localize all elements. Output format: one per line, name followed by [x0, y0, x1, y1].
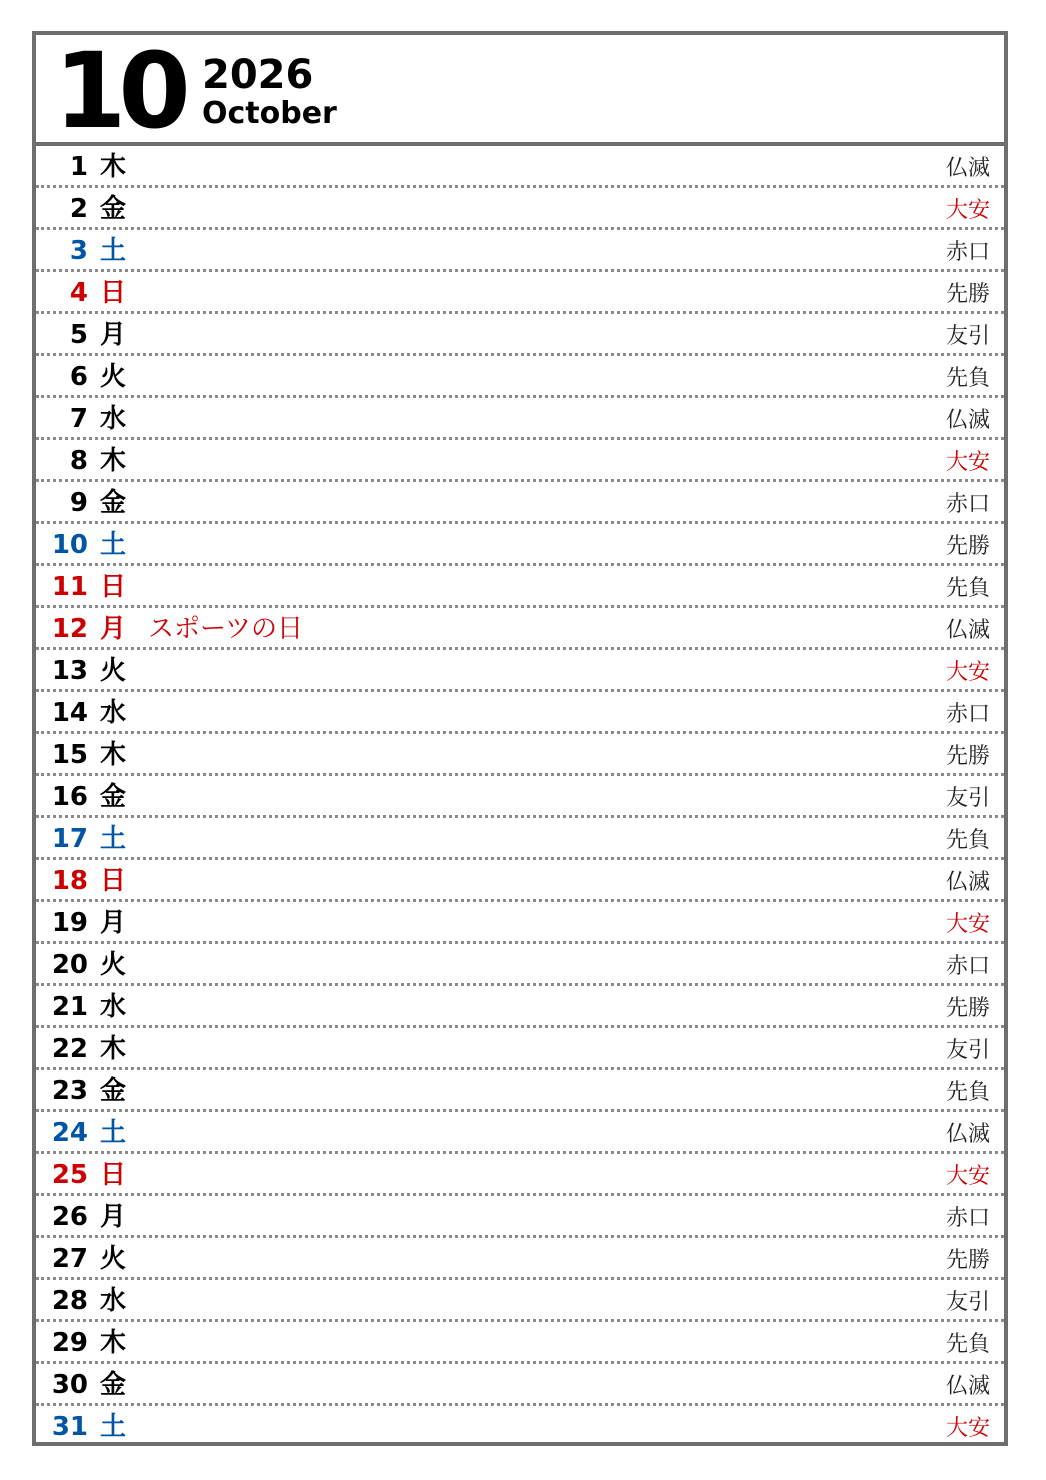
rokuyo-label: 大安	[945, 660, 990, 685]
day-row	[36, 902, 1004, 944]
day-row	[36, 314, 1004, 356]
day-number: 2	[69, 194, 88, 224]
day-number: 4	[69, 278, 88, 308]
day-row	[36, 1070, 1004, 1112]
rokuyo-label: 先負	[945, 1332, 990, 1357]
day-number: 22	[51, 1034, 88, 1064]
rokuyo-label: 仏滅	[945, 870, 990, 895]
month-number: 10	[54, 30, 183, 152]
day-number: 26	[51, 1202, 88, 1232]
day-row	[36, 1364, 1004, 1406]
rokuyo-label: 赤口	[945, 702, 990, 727]
day-row	[36, 986, 1004, 1028]
day-row	[36, 944, 1004, 986]
day-row	[36, 860, 1004, 902]
weekday-label: 月	[100, 614, 127, 644]
rokuyo-label: 大安	[945, 912, 990, 937]
day-number: 9	[69, 488, 88, 518]
weekday-label: 金	[100, 782, 127, 812]
day-row	[36, 608, 1004, 650]
day-row	[36, 1322, 1004, 1364]
rokuyo-label: 先負	[945, 366, 990, 391]
day-list	[36, 146, 1004, 1448]
day-row	[36, 1028, 1004, 1070]
day-number: 25	[51, 1160, 88, 1190]
day-number: 5	[69, 320, 88, 350]
rokuyo-label: 大安	[945, 198, 990, 223]
day-row	[36, 1196, 1004, 1238]
day-number: 13	[51, 656, 88, 686]
day-row	[36, 818, 1004, 860]
rokuyo-label: 赤口	[945, 240, 990, 265]
weekday-label: 土	[100, 1118, 127, 1148]
rokuyo-label: 大安	[945, 1416, 990, 1441]
weekday-label: 土	[100, 530, 127, 560]
day-row	[36, 1112, 1004, 1154]
weekday-label: 月	[100, 1202, 127, 1232]
rokuyo-label: 先勝	[945, 744, 990, 769]
weekday-label: 日	[100, 278, 127, 308]
month-name-label: October	[202, 96, 337, 131]
weekday-label: 水	[100, 404, 127, 434]
rokuyo-label: 仏滅	[945, 408, 990, 433]
rokuyo-label: 先勝	[945, 1248, 990, 1273]
day-row	[36, 1238, 1004, 1280]
weekday-label: 金	[100, 1370, 127, 1400]
weekday-label: 日	[100, 866, 127, 896]
day-row	[36, 398, 1004, 440]
day-number: 19	[51, 908, 88, 938]
weekday-label: 日	[100, 1160, 127, 1190]
weekday-label: 日	[100, 572, 127, 602]
weekday-label: 木	[100, 740, 127, 770]
day-row	[36, 776, 1004, 818]
day-number: 16	[51, 782, 88, 812]
weekday-label: 金	[100, 488, 127, 518]
day-number: 28	[51, 1286, 88, 1316]
rokuyo-label: 仏滅	[945, 1122, 990, 1147]
day-row	[36, 356, 1004, 398]
rokuyo-label: 友引	[945, 1038, 990, 1063]
day-number: 23	[51, 1076, 88, 1106]
day-number: 15	[51, 740, 88, 770]
year-label: 2026	[202, 52, 314, 98]
rokuyo-label: 仏滅	[945, 618, 990, 643]
weekday-label: 土	[100, 1412, 127, 1442]
weekday-label: 月	[100, 908, 127, 938]
day-number: 20	[51, 950, 88, 980]
weekday-label: 木	[100, 1034, 127, 1064]
day-number: 14	[51, 698, 88, 728]
rokuyo-label: 赤口	[945, 1206, 990, 1231]
day-number: 18	[51, 866, 88, 896]
holiday-name: スポーツの日	[148, 614, 303, 644]
weekday-label: 水	[100, 698, 127, 728]
weekday-label: 金	[100, 1076, 127, 1106]
day-row	[36, 188, 1004, 230]
day-row	[36, 692, 1004, 734]
day-number: 31	[51, 1412, 88, 1442]
rokuyo-label: 先勝	[945, 996, 990, 1021]
rokuyo-label: 先負	[945, 828, 990, 853]
weekday-label: 土	[100, 236, 127, 266]
day-number: 29	[51, 1328, 88, 1358]
rokuyo-label: 友引	[945, 786, 990, 811]
weekday-label: 木	[100, 446, 127, 476]
day-row	[36, 524, 1004, 566]
day-number: 21	[51, 992, 88, 1022]
rokuyo-label: 大安	[945, 450, 990, 475]
day-number: 8	[69, 446, 88, 476]
rokuyo-label: 先勝	[945, 282, 990, 307]
rokuyo-label: 友引	[945, 324, 990, 349]
day-row	[36, 650, 1004, 692]
day-number: 30	[51, 1370, 88, 1400]
rokuyo-label: 友引	[945, 1290, 990, 1315]
day-row	[36, 1154, 1004, 1196]
rokuyo-label: 赤口	[945, 492, 990, 517]
day-number: 17	[51, 824, 88, 854]
calendar-frame	[32, 31, 1008, 1446]
rokuyo-label: 仏滅	[945, 156, 990, 181]
rokuyo-label: 赤口	[945, 954, 990, 979]
day-row	[36, 146, 1004, 188]
day-row	[36, 1280, 1004, 1322]
day-row	[36, 1406, 1004, 1448]
weekday-label: 金	[100, 194, 127, 224]
weekday-label: 水	[100, 1286, 127, 1316]
weekday-label: 水	[100, 992, 127, 1022]
weekday-label: 火	[100, 1244, 127, 1274]
day-number: 6	[69, 362, 88, 392]
weekday-label: 火	[100, 362, 127, 392]
rokuyo-label: 先勝	[945, 534, 990, 559]
weekday-label: 木	[100, 1328, 127, 1358]
day-number: 10	[51, 530, 88, 560]
calendar-header	[36, 30, 1004, 152]
rokuyo-label: 大安	[945, 1164, 990, 1189]
day-number: 3	[69, 236, 88, 266]
day-number: 7	[69, 404, 88, 434]
day-row	[36, 734, 1004, 776]
weekday-label: 土	[100, 824, 127, 854]
weekday-label: 木	[100, 152, 127, 182]
day-row	[36, 440, 1004, 482]
day-number: 11	[51, 572, 88, 602]
day-row	[36, 566, 1004, 608]
rokuyo-label: 仏滅	[945, 1374, 990, 1399]
day-row	[36, 230, 1004, 272]
day-row	[36, 272, 1004, 314]
day-number: 24	[51, 1118, 88, 1148]
day-number: 1	[69, 152, 88, 182]
day-number: 12	[51, 614, 88, 644]
rokuyo-label: 先負	[945, 576, 990, 601]
weekday-label: 火	[100, 656, 127, 686]
weekday-label: 月	[100, 320, 127, 350]
weekday-label: 火	[100, 950, 127, 980]
day-row	[36, 482, 1004, 524]
day-number: 27	[51, 1244, 88, 1274]
rokuyo-label: 先負	[945, 1080, 990, 1105]
